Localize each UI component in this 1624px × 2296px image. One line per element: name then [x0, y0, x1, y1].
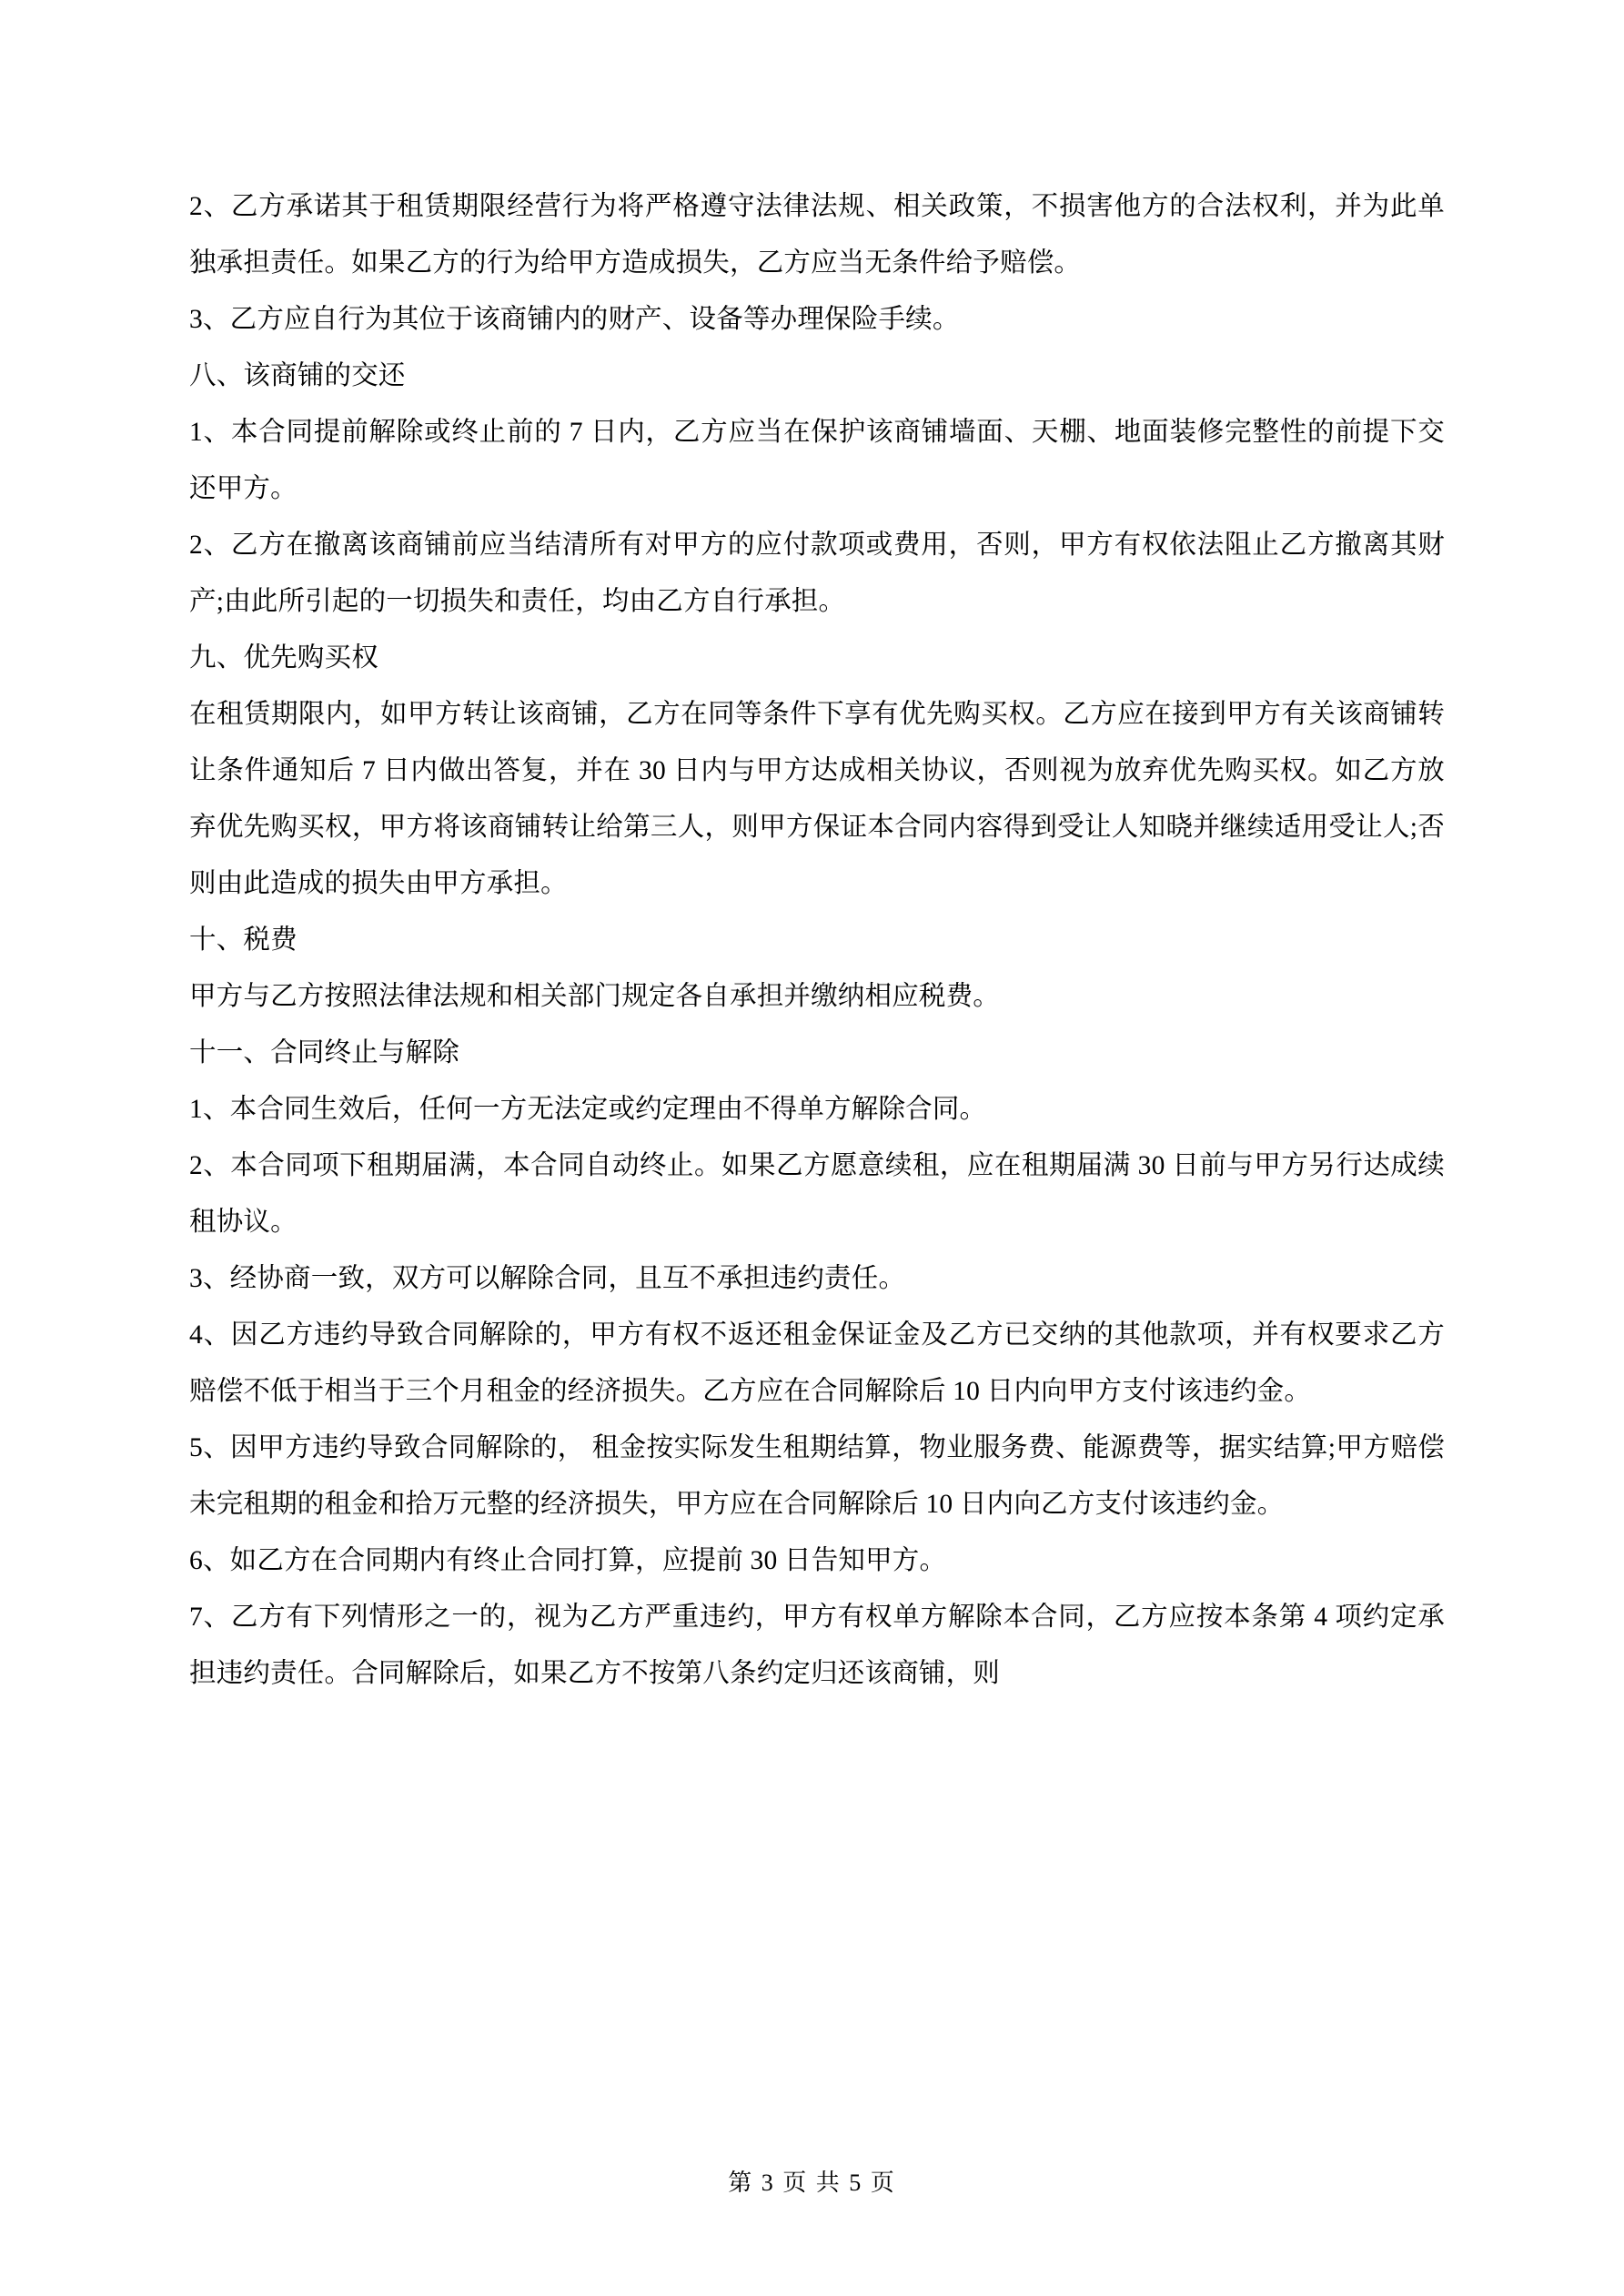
page-footer: 第 3 页 共 5 页	[728, 2170, 896, 2196]
heading-section-8: 八、该商铺的交还	[189, 361, 406, 390]
paragraph-clause11-3: 3、经协商一致，双方可以解除合同，且互不承担违约责任。	[189, 1264, 906, 1293]
document-body	[189, 178, 1445, 1702]
paragraph-clause11-2: 2、本合同项下租期届满，本合同自动终止。如果乙方愿意续租，应在租期届满 30 日前与甲方另行达成续租协议。	[189, 1151, 1445, 1237]
paragraph-clause11-5: 5、因甲方违约导致合同解除的， 租金按实际发生租期结算，物业服务费、能源费等，据实结算;甲方赔偿未完租期的租金和拾万元整的经济损失，甲方应在合同解除后 10 日内向乙方支付该违约金。	[189, 1433, 1445, 1519]
paragraph-clause11-4: 4、因乙方违约导致合同解除的，甲方有权不返还租金保证金及乙方已交纳的其他款项，并有权要求乙方赔偿不低于相当于三个月租金的经济损失。乙方应在合同解除后 10 日内向甲方支付该违约金。	[189, 1320, 1445, 1406]
paragraph-clause9-1: 在租赁期限内，如甲方转让该商铺，乙方在同等条件下享有优先购买权。乙方应在接到甲方有关该商铺转让条件通知后 7 日内做出答复，并在 30 日内与甲方达成相关协议，否则视为放弃优先购买权。如乙方放弃优先购买权，甲方将该商铺转让给第三人，则甲方保证本合同内容得到受让人知晓并继续适用受让人;否则由此造成的损失由甲方承担。	[189, 700, 1445, 898]
paragraph-clause11-6: 6、如乙方在合同期内有终止合同打算，应提前 30 日告知甲方。	[189, 1546, 947, 1575]
paragraph-clause10-1: 甲方与乙方按照法律法规和相关部门规定各自承担并缴纳相应税费。	[189, 982, 1001, 1011]
paragraph-clause11-7: 7、乙方有下列情形之一的，视为乙方严重违约，甲方有权单方解除本合同，乙方应按本条第 4 项约定承担违约责任。合同解除后，如果乙方不按第八条约定归还该商铺，则	[189, 1603, 1445, 1688]
paragraph-clause8-1: 1、本合同提前解除或终止前的 7 日内，乙方应当在保护该商铺墙面、天棚、地面装修完整性的前提下交还甲方。	[189, 418, 1445, 503]
heading-section-9: 九、优先购买权	[189, 643, 378, 673]
paragraph-clause7-3: 3、乙方应自行为其位于该商铺内的财产、设备等办理保险手续。	[189, 305, 960, 334]
heading-section-11: 十一、合同终止与解除	[189, 1038, 460, 1067]
paragraph-clause8-2: 2、乙方在撤离该商铺前应当结清所有对甲方的应付款项或费用，否则，甲方有权依法阻止乙方撤离其财产;由此所引起的一切损失和责任，均由乙方自行承担。	[189, 531, 1445, 616]
paragraph-clause11-1: 1、本合同生效后，任何一方无法定或约定理由不得单方解除合同。	[189, 1095, 987, 1124]
heading-section-10: 十、税费	[189, 925, 298, 955]
paragraph-clause7-2: 2、乙方承诺其于租赁期限经营行为将严格遵守法律法规、相关政策，不损害他方的合法权利，并为此单独承担责任。如果乙方的行为给甲方造成损失，乙方应当无条件给予赔偿。	[189, 192, 1445, 278]
